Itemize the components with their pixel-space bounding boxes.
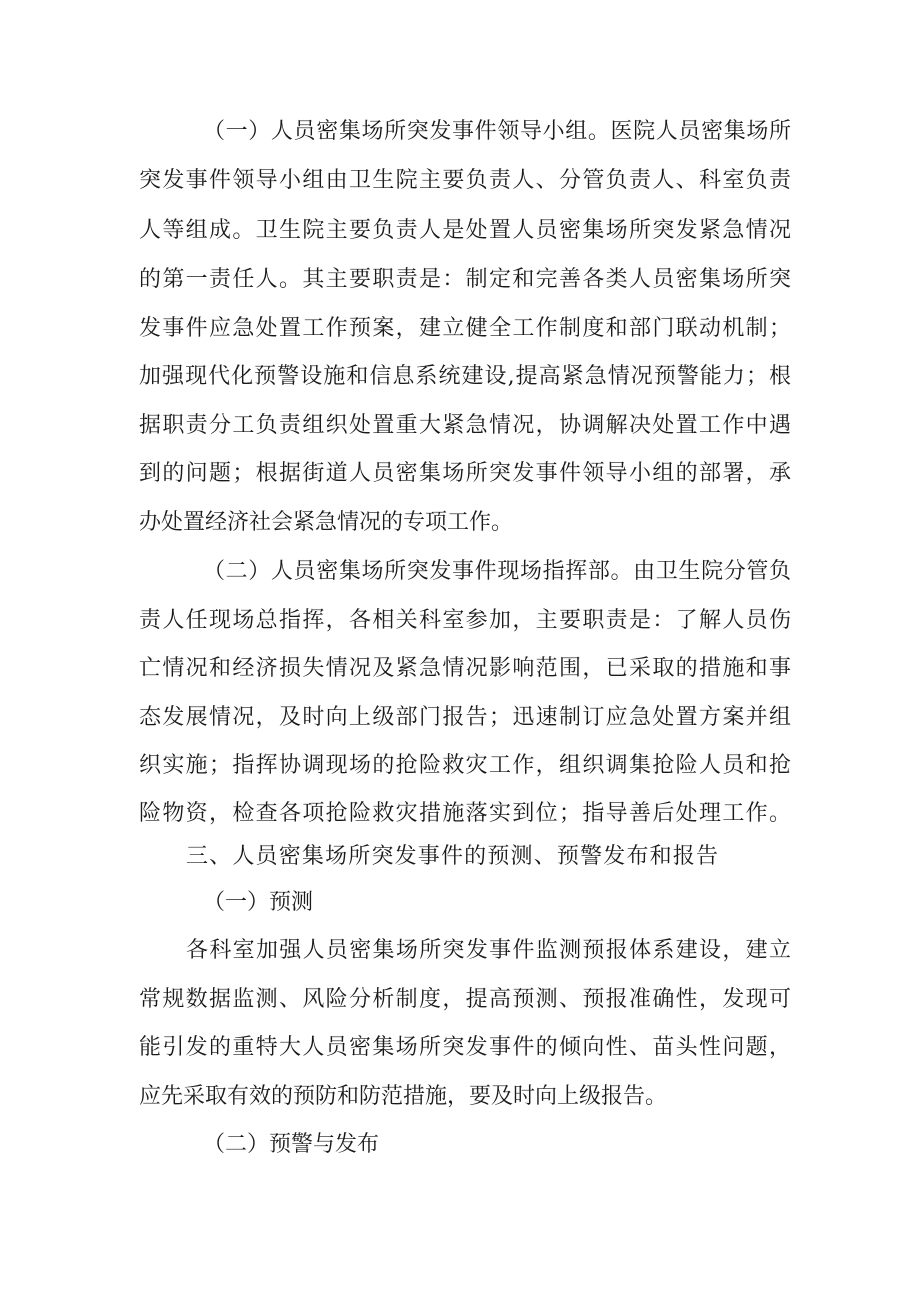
paragraph-3-line-2: 常规数据监测、风险分析制度，提高预测、预报准确性，发现可 xyxy=(139,987,791,1012)
paragraph-1-line-1: （一）人员密集场所突发事件领导小组。医院人员密集场所 xyxy=(203,119,791,144)
paragraph-1-line-9: 办处置经济社会紧急情况的专项工作。 xyxy=(139,510,514,535)
paragraph-2-line-2: 责人任现场总指挥，各相关科室参加，主要职责是：了解人员伤 xyxy=(139,608,791,633)
paragraph-2-line-4: 态发展情况，及时向上级部门报告；迅速制订应急处置方案并组 xyxy=(139,705,791,730)
paragraph-3-line-1: 各科室加强人员密集场所突发事件监测预报体系建设，建立 xyxy=(186,938,791,963)
paragraph-2-line-6: 险物资，检查各项抢险救灾措施落实到位；指导善后处理工作。 xyxy=(139,801,791,826)
paragraph-2-line-1: （二）人员密集场所突发事件现场指挥部。由卫生院分管负 xyxy=(203,559,791,584)
paragraph-3-line-3: 能引发的重特大人员密集场所突发事件的倾向性、苗头性问题， xyxy=(139,1035,791,1060)
subheading-prediction: （一）预测 xyxy=(203,890,314,915)
paragraph-1-line-6: 加强现代化预警设施和信息系统建设,提高紧急情况预警能力；根 xyxy=(139,364,791,389)
paragraph-1-line-2: 突发事件领导小组由卫生院主要负责人、分管负责人、科室负责 xyxy=(139,168,791,193)
paragraph-1-line-3: 人等组成。卫生院主要负责人是处置人员密集场所突发紧急情况 xyxy=(139,218,791,243)
paragraph-1-line-4: 的第一责任人。其主要职责是：制定和完善各类人员密集场所突 xyxy=(139,267,791,292)
paragraph-1-line-8: 到的问题；根据街道人员密集场所突发事件领导小组的部署，承 xyxy=(139,461,791,486)
paragraph-1-line-7: 据职责分工负责组织处置重大紧急情况，协调解决处置工作中遇 xyxy=(139,413,791,438)
subheading-warning-release: （二）预警与发布 xyxy=(203,1132,380,1157)
section-heading: 三、人员密集场所突发事件的预测、预警发布和报告 xyxy=(186,844,718,869)
paragraph-2-line-5: 织实施；指挥协调现场的抢险救灾工作，组织调集抢险人员和抢 xyxy=(139,753,791,778)
paragraph-2-line-3: 亡情况和经济损失情况及紧急情况影响范围，已采取的措施和事 xyxy=(139,656,791,681)
paragraph-1-line-5: 发事件应急处置工作预案，建立健全工作制度和部门联动机制； xyxy=(139,316,791,341)
paragraph-3-line-4: 应先采取有效的预防和防范措施，要及时向上级报告。 xyxy=(139,1084,668,1109)
